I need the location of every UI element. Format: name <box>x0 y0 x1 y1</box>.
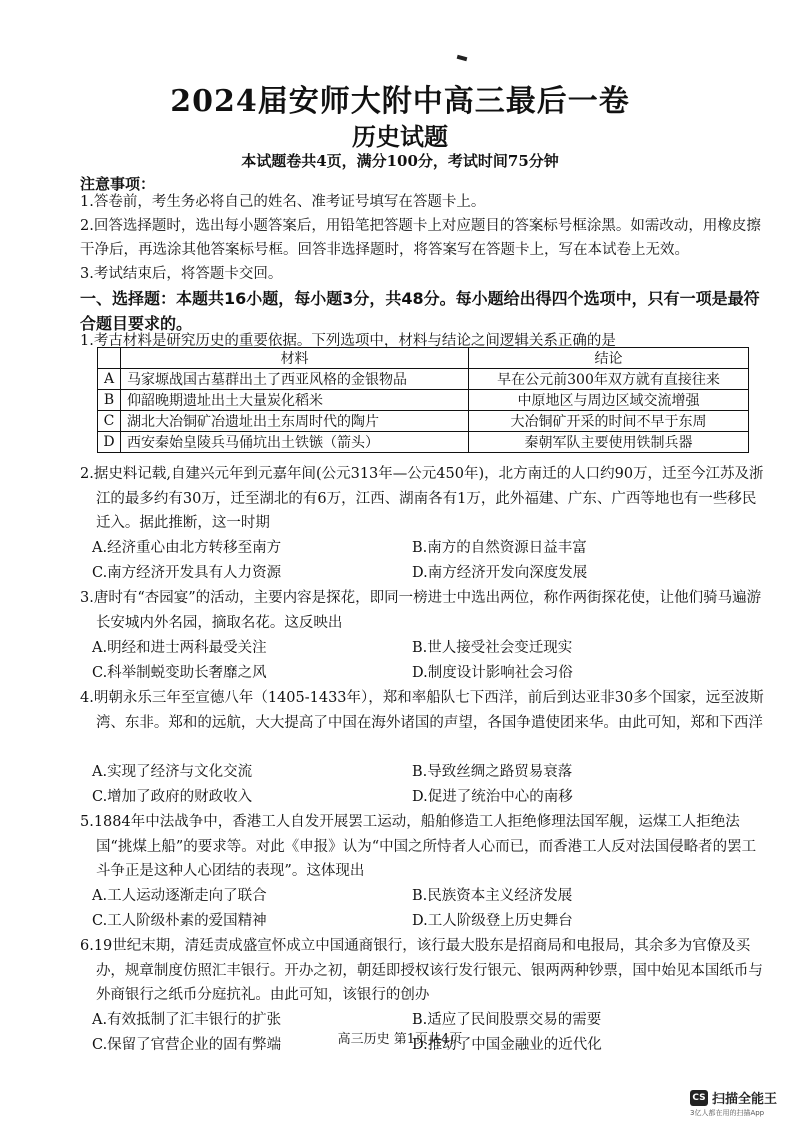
option-c[interactable]: C.保留了官营企业的固有弊端 <box>92 1036 282 1053</box>
option-c[interactable]: C.增加了政府的财政收入 <box>92 788 253 805</box>
table-cell-key: C <box>98 411 121 432</box>
table-cell-key: A <box>98 369 121 390</box>
option-d[interactable]: D.南方经济开发向深度发展 <box>412 564 588 581</box>
question-4 <box>80 686 770 735</box>
option-d[interactable]: D.推动了中国金融业的近代化 <box>412 1036 602 1053</box>
table-header-row <box>98 348 749 369</box>
option-a[interactable]: A.有效抵制了汇丰银行的扩张 <box>92 1012 282 1028</box>
table-row <box>98 411 749 432</box>
table-cell-conclusion: 秦朝军队主要使用铁制兵器 <box>469 432 749 453</box>
option-a[interactable]: A.工人运动逐渐走向了联合 <box>92 888 267 904</box>
table-cell-conclusion: 早在公元前300年双方就有直接往来 <box>469 369 749 390</box>
option-d[interactable]: D.促进了统治中心的南移 <box>412 788 573 805</box>
option-b[interactable]: B.民族资本主义经济发展 <box>412 888 573 904</box>
option-c[interactable]: C.工人阶级朴素的爱国精神 <box>92 912 267 929</box>
question-3 <box>80 586 770 635</box>
question-5 <box>80 810 770 884</box>
option-c[interactable]: C.科举制蜕变助长奢靡之风 <box>92 664 267 681</box>
page-footer: 高三历史 第1页共4页 <box>337 1032 463 1047</box>
question-stem: 2.据史料记载,自建兴元年到元嘉年间(公元313年—公元450年)，北方南迁的人口约90万，迁至今江苏及浙江的最多约有30万，迁至湖北的有6万，江西、湖南各有1万，此外福建、广东、广西等地也有一些移民迁入。据此推断，这一时期 <box>80 466 764 531</box>
scanner-name: 扫描全能王 <box>712 1092 778 1107</box>
question-6 <box>80 934 770 1008</box>
table-cell-material: 马家塬战国古墓群出土了西亚风格的金银物品 <box>121 369 469 390</box>
question-3-options <box>92 636 772 685</box>
scanner-badge <box>690 1088 777 1107</box>
notes-title: 注意事项： <box>80 175 156 193</box>
table-cell-material: 西安秦始皇陵兵马俑坑出土铁镞（箭头） <box>121 432 469 453</box>
question-1-table <box>97 347 749 453</box>
question-stem: 3.唐时有“杏园宴”的活动，主要内容是探花，即同一榜进士中选出两位，称作两街探花使，让他们骑马遍游长安城内外名园，摘取名花。这反映出 <box>80 590 762 631</box>
table-row <box>98 432 749 453</box>
table-cell-key: D <box>98 432 121 453</box>
table-header-conclusion: 结论 <box>469 348 749 369</box>
exam-info: 本试题卷共4页，满分100分，考试时间75分钟 <box>241 152 559 170</box>
question-stem: 4.明朝永乐三年至宣德八年（1405-1433年），郑和率船队七下西洋，前后到达亚非30多个国家，远至波斯湾、东非。郑和的远航，大大提高了中国在海外诸国的声望，各国争遣使团来华。由此可知，郑和下西洋 <box>80 690 764 731</box>
option-a[interactable]: A.经济重心由北方转移至南方 <box>92 540 282 556</box>
table-header-material: 材料 <box>121 348 469 369</box>
table-cell-conclusion: 大冶铜矿开采的时间不早于东周 <box>469 411 749 432</box>
question-4-options <box>92 760 772 809</box>
section-heading: 一、选择题：本题共16小题，每小题3分，共48分。每小题给出得四个选项中，只有一项是最符合题目要求的。 <box>80 289 760 333</box>
question-2 <box>80 462 770 536</box>
note-item-2: 2.回答选择题时，选出每小题答案后，用铅笔把答题卡上对应题目的答案标号框涂黑。如需改动，用橡皮擦干净后，再选涂其他答案标号框。回答非选择题时，将答案写在答题卡上，写在本试卷上无效。 <box>80 218 761 258</box>
question-2-options <box>92 536 772 585</box>
table-row <box>98 369 749 390</box>
option-d[interactable]: D.制度设计影响社会习俗 <box>412 664 573 681</box>
option-c[interactable]: C.南方经济开发具有人力资源 <box>92 564 282 581</box>
exam-title: 2024届安师大附中高三最后一卷 <box>170 84 630 119</box>
option-b[interactable]: B.导致丝绸之路贸易衰落 <box>412 764 573 780</box>
table-header-key <box>98 348 121 369</box>
exam-subject: 历史试题 <box>352 122 448 151</box>
scan-mark <box>457 55 468 61</box>
question-5-options <box>92 884 772 933</box>
option-a[interactable]: A.明经和进士两科最受关注 <box>92 640 267 656</box>
question-stem: 1.考古材料是研究历史的重要依据。下列选项中，材料与结论之间逻辑关系正确的是 <box>80 333 616 349</box>
question-stem: 5.1884年中法战争中，香港工人自发开展罢工运动，船舶修造工人拒绝修理法国军舰，运煤工人拒绝法国“挑煤上船”的要求等。对此《申报》认为“中国之所恃者人心而已，而香港工人反对法国侵略者的罢工斗争正是这种人心团结的表现”。这体现出 <box>80 814 757 879</box>
note-item-1: 1.答卷前，考生务必将自己的姓名、准考证号填写在答题卡上。 <box>80 194 486 210</box>
question-stem: 6.19世纪末期，清廷责成盛宣怀成立中国通商银行，该行最大股东是招商局和电报局，其余多为官僚及买办，规章制度仿照汇丰银行。开办之初，朝廷即授权该行发行银元、银两两种钞票，国中始见本国纸币与外商银行之纸币分庭抗礼。由此可知，该银行的创办 <box>80 938 763 1003</box>
table-cell-material: 仰韶晚期遗址出土大量炭化稻米 <box>121 390 469 411</box>
option-b[interactable]: B.南方的自然资源日益丰富 <box>412 540 587 556</box>
option-a[interactable]: A.实现了经济与文化交流 <box>92 764 253 780</box>
option-d[interactable]: D.工人阶级登上历史舞台 <box>412 912 573 929</box>
table-cell-conclusion: 中原地区与周边区域交流增强 <box>469 390 749 411</box>
table-row <box>98 390 749 411</box>
note-item-3: 3.考试结束后，将答题卡交回。 <box>80 266 283 282</box>
option-b[interactable]: B.世人接受社会变迁现实 <box>412 640 573 656</box>
table-cell-key: B <box>98 390 121 411</box>
scanner-logo-icon: CS <box>690 1090 708 1106</box>
table-cell-material: 湖北大冶铜矿冶遗址出土东周时代的陶片 <box>121 411 469 432</box>
scanner-slogan: 3亿人都在用的扫描App <box>690 1109 765 1117</box>
option-b[interactable]: B.适应了民间股票交易的需要 <box>412 1012 602 1028</box>
